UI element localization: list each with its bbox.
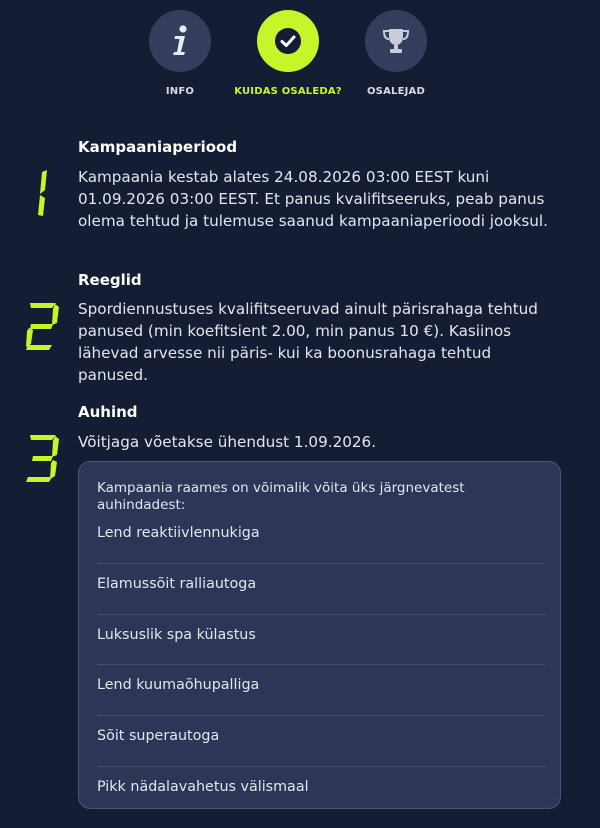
checkmark-icon: [274, 27, 302, 55]
tab-label: OSALEJAD: [366, 86, 425, 97]
prize-item: Luksuslik spa külastus: [97, 615, 545, 666]
step-title: Kampaaniaperiood: [78, 138, 238, 156]
prize-item: Pikk nädalavahetus välismaal: [97, 778, 309, 795]
prize-list: [97, 513, 545, 818]
prize-item: Sõit superautoga: [97, 716, 545, 767]
prize-list-panel: [78, 461, 561, 809]
prize-item: Elamussõit ralliautoga: [97, 564, 545, 615]
tab-label: KUIDAS OSALEDA?: [234, 86, 342, 97]
step-text: Spordiennustuses kvalifitseeruvad ainult pärisrahaga tehtud panused (min koefitsient 2.00, min panus 10 €). Kasiinos lähevad arvesse nii päris- kui ka boonusrahaga tehtud panused.: [78, 300, 538, 384]
info-tab-circle[interactable]: [149, 10, 211, 72]
tab-participants[interactable]: [341, 10, 451, 97]
participants-tab-circle[interactable]: [365, 10, 427, 72]
step-number-2-icon: [22, 301, 62, 351]
step-number-1-icon: [22, 168, 62, 218]
prize-item: Lend kuumaõhupalliga: [97, 665, 545, 716]
prize-item: Lend reaktiivlennukiga: [97, 513, 545, 564]
tab-label: INFO: [165, 86, 195, 97]
how-tab-circle[interactable]: [257, 10, 319, 72]
step-text: Kampaania kestab alates 24.08.2026 03:00 EEST kuni 01.09.2026 03:00 EEST. Et panus kvalifitseeruks, peab panus olema tehtud ja tulemuse saanud kampaaniaperioodi jooksul.: [78, 168, 548, 230]
step-text: Võitjaga võetakse ühendust 1.09.2026.: [78, 433, 377, 451]
step-number-3-icon: [22, 433, 62, 483]
prize-intro-text: Kampaania raames on võimalik võita üks järgnevatest auhindadest:: [97, 480, 465, 513]
trophy-icon: [381, 26, 411, 56]
tab-how-to-participate[interactable]: [233, 10, 343, 97]
step-title: Reeglid: [78, 271, 142, 289]
tab-info[interactable]: [125, 10, 235, 97]
info-icon: [169, 25, 191, 57]
step-title: Auhind: [78, 403, 138, 421]
step-tabs: [0, 10, 600, 100]
